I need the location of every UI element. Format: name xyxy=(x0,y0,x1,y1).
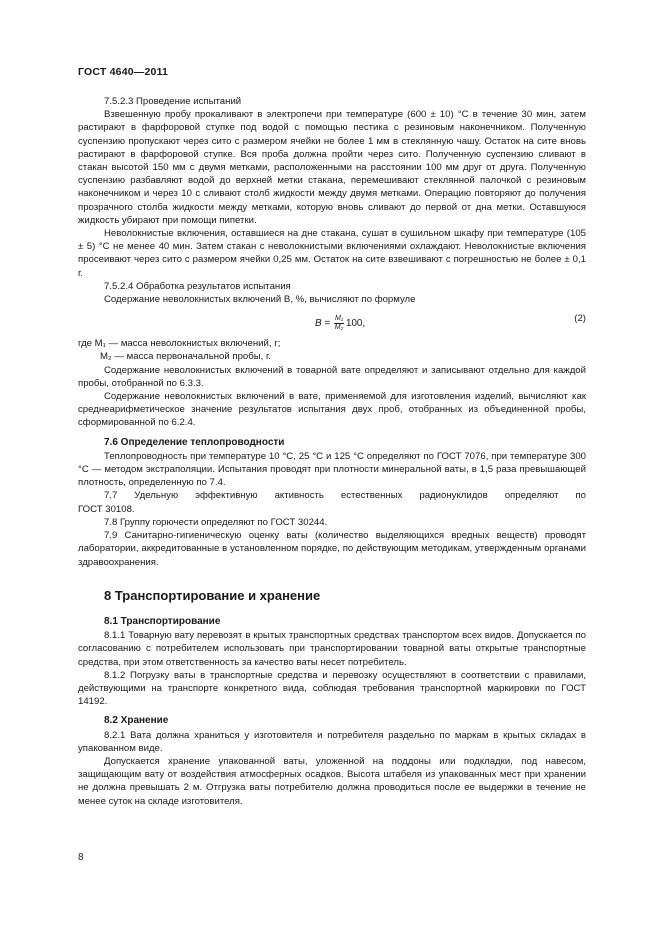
paragraph: Допускается хранение упакованной ваты, уложенной на поддоны или подкладки, под навесом, защищающим вату от воздействия атмосферных осадков. Высота штабеля из упакованных мест при хранении не должна превышать 2 м. Отгрузка ваты потребителю должна проводиться после ее выдержки в течение не менее суток на складе изготовителя. xyxy=(78,755,586,807)
paragraph: Взвешенную пробу прокаливают в электропечи при температуре (600 ± 10) °С в течение 30 мин, затем растирают в фарфоровой ступке под водой с помощью пестика с резиновым наконечником. Полученную суспензию пропускают через сито с размером ячейки не более 1 мм в стеклянную чашу. Остаток на сите вновь растирают в фарфоровой ступке. Вся проба должна пройти через сито. Полученную суспензию сливают в стакан высотой 150 мм с двумя метками, расположенными на расстоянии 100 мм друг от друга. Полученную суспензию разбавляют водой до верхней метки стакана, перемешивают стеклянной палочкой с резиновым наконечником и через 10 с сливают столб жидкости между двумя метками. Операцию повторяют до получения прозрачного столба жидкости между метками, которую вновь сливают до первой от дна метки. Оставшуюся жидкость убирают при помощи пипетки. xyxy=(78,109,586,226)
paragraph: Содержание неволокнистых включений в вате, применяемой для изготовления изделий, вычисляют как среднеарифметическое значение результатов испытания двух проб, отобранных из объединенной пробы, сформированной по 6.2.4. xyxy=(78,391,586,429)
formula-fraction xyxy=(334,315,344,332)
formula-intro: Содержание неволокнистых включений B, %, вычисляют по формуле xyxy=(104,294,416,306)
section-7-9: 7.9 Санитарно-гигиеническую оценку ваты (количество выделяющихся вредных веществ) проводят лаборатории, аккредитованные в установленном порядке, по действующим методикам, утвержденным органами здравоохранения. xyxy=(78,530,586,568)
paragraph: 8.1.1 Товарную вату перевозят в крытых транспортных средствах транспортом всех видов. Допускается по согласованию с потребителем использовать при транспортировании товарной ваты открытые транспортные средства, при этом ответственность за качество ваты несет потребитель. xyxy=(78,630,586,668)
section-7-5-2-4-heading: 7.5.2.4 Обработка результатов испытания xyxy=(104,280,291,292)
definition-m2: M₂ — масса первоначальной пробы, г. xyxy=(100,351,271,363)
section-7-5-2-3-heading: 7.5.2.3 Проведение испытаний xyxy=(104,96,242,107)
formula-definitions xyxy=(78,337,586,363)
formula-rhs: 100, xyxy=(346,318,366,330)
paragraph: Содержание неволокнистых включений в товарной вате определяют и записывают отдельно для каждой пробы, отобранной по 6.3.3. xyxy=(78,364,586,389)
formula-numerator: M₁ xyxy=(334,315,344,323)
definition-m1: где M₁ — масса неволокнистых включений, г; xyxy=(78,338,281,350)
section-7-6-heading: 7.6 Определение теплопроводности xyxy=(104,436,285,448)
section-7-7-line-2: ГОСТ 30108. xyxy=(78,503,135,515)
document-header: ГОСТ 4640—2011 xyxy=(78,66,169,78)
section-7-7-line: 7.7 Удельную эффективную активность естественных радионуклидов определяют по xyxy=(104,490,586,502)
section-8-heading: 8 Транспортирование и хранение xyxy=(104,587,321,603)
equation-number: (2) xyxy=(574,313,586,325)
formula-2 xyxy=(78,308,586,336)
formula-lhs: B = xyxy=(315,318,330,330)
paragraph: 8.2.1 Вата должна храниться у изготовителя и потребителя раздельно по маркам в крытых складах в упакованном виде. xyxy=(78,729,586,754)
page-number: 8 xyxy=(78,852,84,863)
section-8-1-heading: 8.1 Транспортирование xyxy=(104,615,221,627)
formula-expression xyxy=(315,315,365,332)
paragraph: 8.1.2 Погрузку ваты в транспортные средства и перевозку осуществляют в соответствии с правилами, действующими на транспорте конкретного вида, соблюдая требования транспортной маркировки по ГОСТ 14192. xyxy=(78,669,586,708)
section-7-8: 7.8 Группу горючести определяют по ГОСТ 30244. xyxy=(104,516,328,528)
formula-denominator: M₂ xyxy=(334,324,344,332)
section-8-2-heading: 8.2 Хранение xyxy=(104,715,169,727)
paragraph: Теплопроводность при температуре 10 °С, 25 °С и 125 °С определяют по ГОСТ 7076, при температуре 300 °С — методом экстраполяции. Испытания проводят при плотности минеральной ваты, в 1,5 раза превышающей плотность, определенную по 7.4. xyxy=(78,450,586,489)
paragraph: Неволокнистые включения, оставшиеся на дне стакана, сушат в сушильном шкафу при температуре (105 ± 5) °С не менее 40 мин. Затем стакан с неволокнистыми включениями охлаждают. Неволокнистые включения просеивают через сито с размером ячейки 0,25 мм. Остаток на сите взвешивают с погрешностью не более ± 0,1 г. xyxy=(78,228,586,279)
document-body xyxy=(78,95,586,808)
